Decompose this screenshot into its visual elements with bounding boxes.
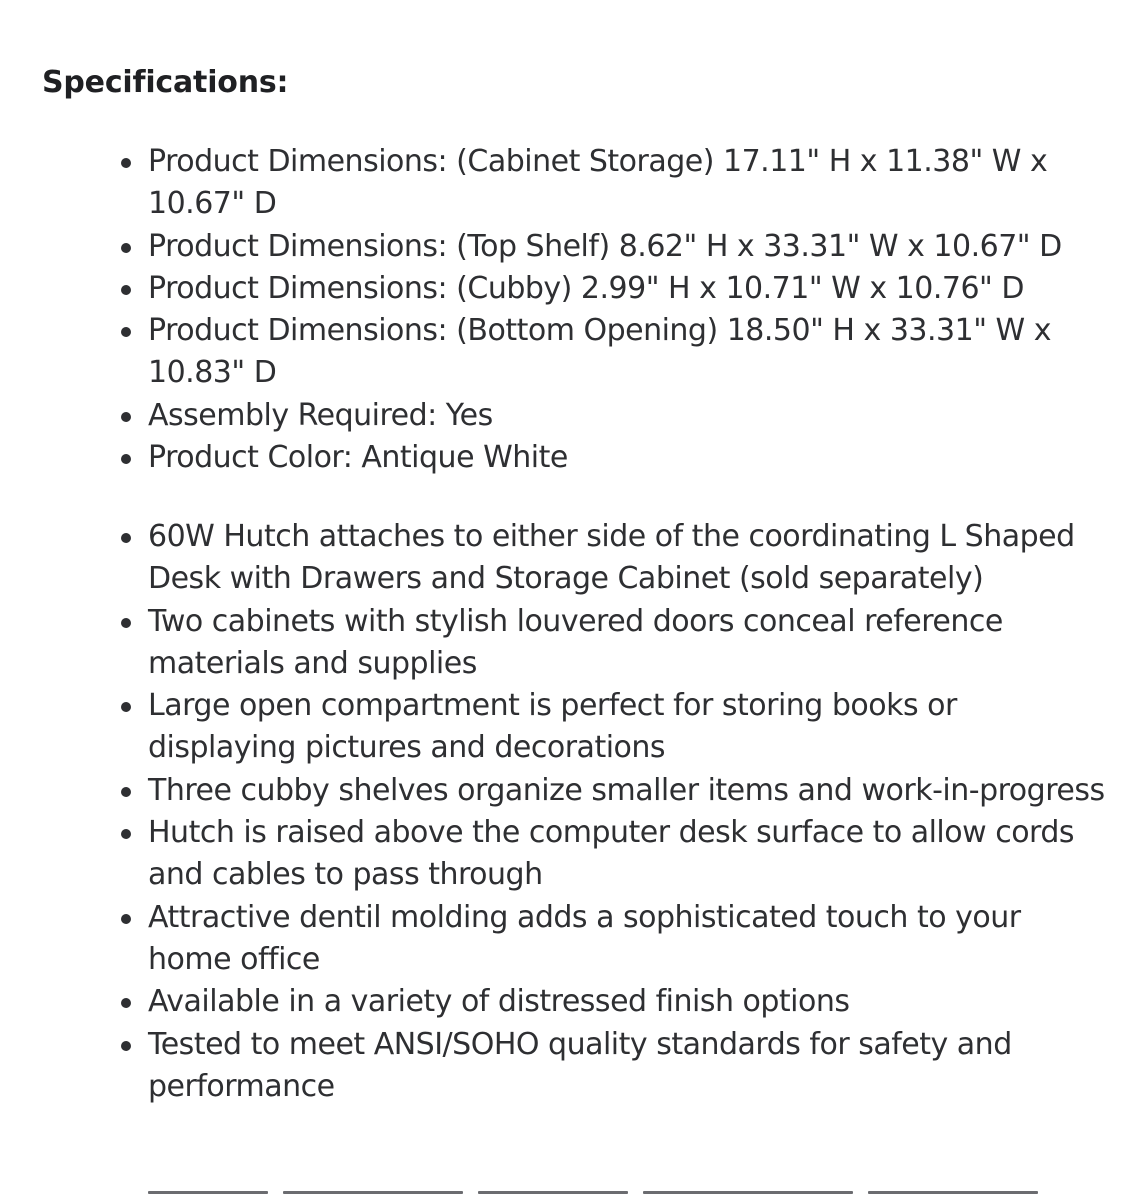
cut-off-text-fragment (148, 1191, 268, 1194)
bullet-icon (121, 158, 131, 168)
cut-off-line (148, 1191, 1108, 1200)
cut-off-text-fragment (283, 1191, 463, 1194)
cut-off-text-fragment (868, 1191, 1038, 1194)
bullet-icon (121, 454, 131, 464)
feature-item (148, 601, 1108, 686)
feature-item (148, 981, 1108, 1023)
bullet-icon (121, 533, 131, 543)
feature-item-text: Two cabinets with stylish louvered doors conceal reference materials and supplies (148, 603, 1003, 681)
spec-item (148, 310, 1108, 395)
features-list (148, 516, 1108, 1108)
bullet-icon (121, 1041, 131, 1051)
cut-off-text-fragment (643, 1191, 853, 1194)
bullet-icon (121, 914, 131, 924)
bullet-icon (121, 998, 131, 1008)
bullet-icon (121, 702, 131, 712)
spec-item-text: Product Dimensions: (Bottom Opening) 18.50" H x 33.31" W x 10.83" D (148, 313, 1051, 391)
specifications-list (148, 141, 1108, 479)
spec-item (148, 437, 1108, 479)
spec-item-text: Product Dimensions: (Cabinet Storage) 17.11" H x 11.38" W x 10.67" D (148, 144, 1048, 222)
feature-item-text: Tested to meet ANSI/SOHO quality standards for safety and performance (148, 1026, 1012, 1104)
feature-item-text: Three cubby shelves organize smaller items and work-in-progress (148, 772, 1105, 808)
bullet-icon (121, 829, 131, 839)
spec-item (148, 268, 1108, 310)
feature-item (148, 812, 1108, 897)
spec-item-text: Product Dimensions: (Cubby) 2.99" H x 10.71" W x 10.76" D (148, 270, 1024, 306)
feature-item (148, 897, 1108, 982)
bullet-icon (121, 327, 131, 337)
feature-item-text: Hutch is raised above the computer desk surface to allow cords and cables to pass through (148, 815, 1075, 893)
feature-item-text: 60W Hutch attaches to either side of the coordinating L Shaped Desk with Drawers and Storage Cabinet (sold separately) (148, 519, 1075, 597)
feature-item-text: Available in a variety of distressed finish options (148, 984, 850, 1020)
bullet-icon (121, 243, 131, 253)
spec-item (148, 141, 1108, 226)
spec-item-text: Product Dimensions: (Top Shelf) 8.62" H x 33.31" W x 10.67" D (148, 228, 1062, 264)
spec-item (148, 395, 1108, 437)
bullet-icon (121, 285, 131, 295)
bullet-icon (121, 412, 131, 422)
feature-item-text: Attractive dentil molding adds a sophisticated touch to your home office (148, 899, 1021, 977)
spec-item-text: Product Color: Antique White (148, 440, 568, 476)
bullet-icon (121, 618, 131, 628)
bullet-icon (121, 787, 131, 797)
feature-item (148, 685, 1108, 770)
feature-item-text: Large open compartment is perfect for storing books or displaying pictures and decorations (148, 688, 957, 766)
spec-item-text: Assembly Required: Yes (148, 397, 493, 433)
cut-off-text-fragment (478, 1191, 628, 1194)
spec-item (148, 226, 1108, 268)
feature-item (148, 770, 1108, 812)
feature-item (148, 1024, 1108, 1109)
feature-item (148, 516, 1108, 601)
specifications-heading: Specifications: (42, 65, 289, 100)
